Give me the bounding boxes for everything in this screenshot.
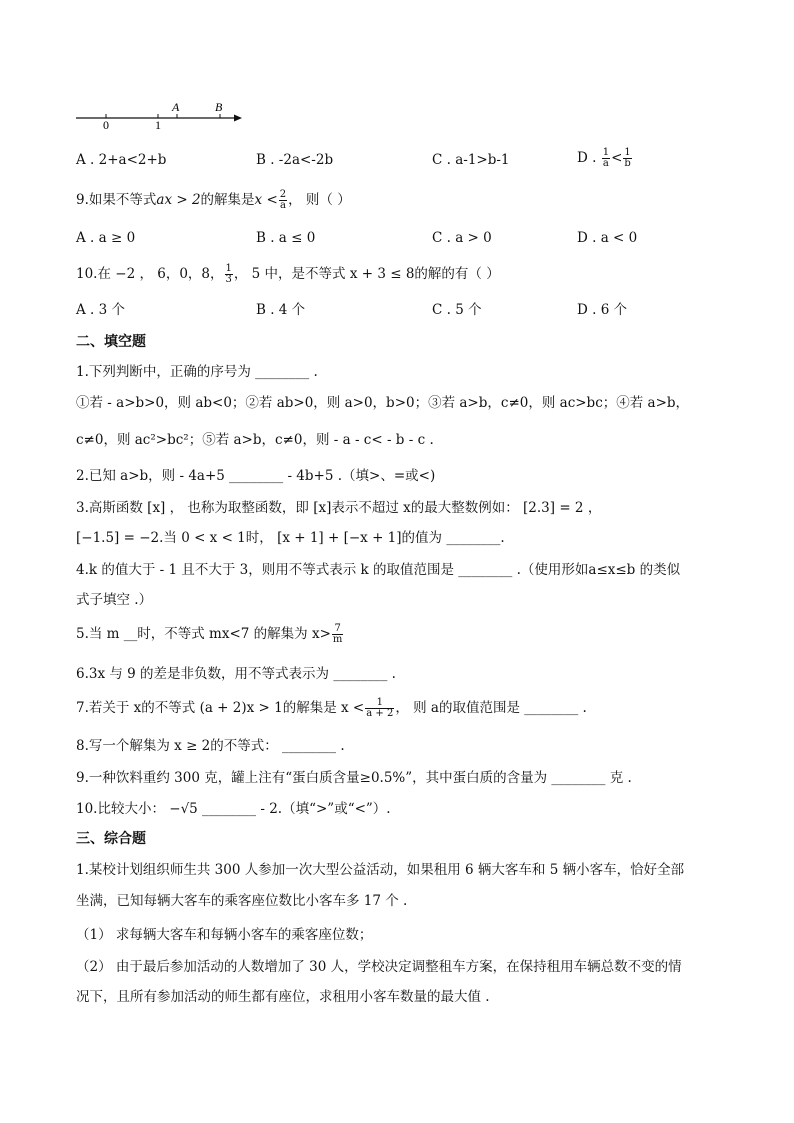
number-line-arrow-icon (234, 115, 242, 122)
tick-label-0: 0 (103, 118, 109, 130)
q9-option-b: B . a ≤ 0 (256, 230, 316, 246)
fill-1-line-3: c≠0，则 ac²>bc²；⑤若 a>b，c≠0，则 - a - c< - b - c . (76, 432, 434, 448)
q9-option-a: A . a ≥ 0 (76, 230, 136, 246)
fill-8: 8.写一个解集为 x ≥ 2的不等式： ________ . (76, 738, 345, 754)
q8-option-a: A . 2+a<2+b (76, 152, 167, 168)
comp-1-sub-2-line-1: （2） 由于最后参加活动的人数增加了 30 人，学校决定调整租车方案，在保持租用车辆总数不变的情 (76, 959, 682, 975)
section-heading-fill-in: 二、填空题 (76, 334, 146, 350)
number-line-figure (74, 96, 244, 130)
fill-9: 9.一种饮料重约 300 克，罐上注有“蛋白质含量≥0.5%”，其中蛋白质的含量为 ________ 克 . (76, 770, 632, 786)
fill-3-line-2: [−1.5] = −2.当 0 < x < 1时， [x + 1] + [−x + 1]的值为 ________. (76, 530, 505, 546)
comp-1-line-2: 坐满，已知每辆大客车的乘客座位数比小客车多 17 个 . (76, 893, 408, 909)
comp-1-sub-1: （1） 求每辆大客车和每辆小客车的乘客座位数； (76, 927, 373, 943)
fill-2: 2.已知 a>b，则 - 4a+5 ________ - 4b+5 .（填>、=或<) (76, 468, 436, 484)
q8-option-b: B . -2a<-2b (256, 152, 334, 168)
q9-option-d: D . a < 0 (577, 230, 638, 246)
q10-option-c: C . 5 个 (432, 302, 482, 318)
question-10: 10.在 −2 ， 6，0，8， $\frac{1}{3}$ ， 5 中，是不等式 x + 3 ≤ 8的解的有（ ） (76, 263, 500, 285)
fill-1-line-2: ①若 - a>b>0，则 ab<0；②若 ab>0，则 a>0，b>0；③若 a>b，c≠0，则 ac>bc；④若 a>b， (76, 395, 690, 411)
fill-7: 7.若关于 x的不等式 (a + 2)x > 1的解集是 x < $\frac{1}{a + 2}$ ， 则 a的取值范围是 ________ . (76, 697, 587, 719)
q10-option-d: D . 6 个 (577, 302, 628, 318)
q8-option-d: D . $\frac{1}{a}$ < $\frac{1}{b}$ (577, 147, 631, 169)
q8-option-c: C . a-1>b-1 (432, 152, 510, 168)
section-heading-comprehensive: 三、综合题 (76, 831, 146, 847)
point-label-a: A (172, 100, 180, 114)
fill-5: 5.当 m __时，不等式 mx<7 的解集为 x> $\frac{7}{m}$ (76, 623, 343, 645)
fill-4-line-1: 4.k 的值大于 - 1 且不大于 3，则用不等式表示 k 的取值范围是 ________ .（使用形如a≤x≤b 的类似 (76, 562, 681, 578)
tick-label-1: 1 (155, 118, 161, 130)
comp-1-sub-2-line-2: 况下，且所有参加活动的师生都有座位，求租用小客车数量的最大值 . (76, 989, 490, 1005)
point-label-b: B (215, 100, 223, 114)
comp-1-line-1: 1.某校计划组织师生共 300 人参加一次大型公益活动，如果租用 6 辆大客车和 5 辆小客车，恰好全部 (76, 862, 685, 878)
fill-4-line-2: 式子填空 .） (76, 592, 153, 608)
fill-3-line-1: 3.高斯函数 [x] ， 也称为取整函数，即 [x]表示不超过 x的最大整数例如： [2.3] = 2 ， (76, 500, 602, 516)
question-9: 9.如果不等式ax > 2的解集是x < $\frac{2}{a}$ ， 则（ ） (76, 189, 351, 211)
q9-option-c: C . a > 0 (432, 230, 492, 246)
q10-option-b: B . 4 个 (256, 302, 306, 318)
fill-10: 10.比较大小： −√5 ________ - 2.（填“>”或“<”）. (76, 801, 391, 817)
q10-option-a: A . 3 个 (76, 302, 126, 318)
fill-1-line-1: 1.下列判断中，正确的序号为 ________ . (76, 364, 318, 380)
fill-6: 6.3x 与 9 的差是非负数，用不等式表示为 ________ . (76, 666, 396, 682)
